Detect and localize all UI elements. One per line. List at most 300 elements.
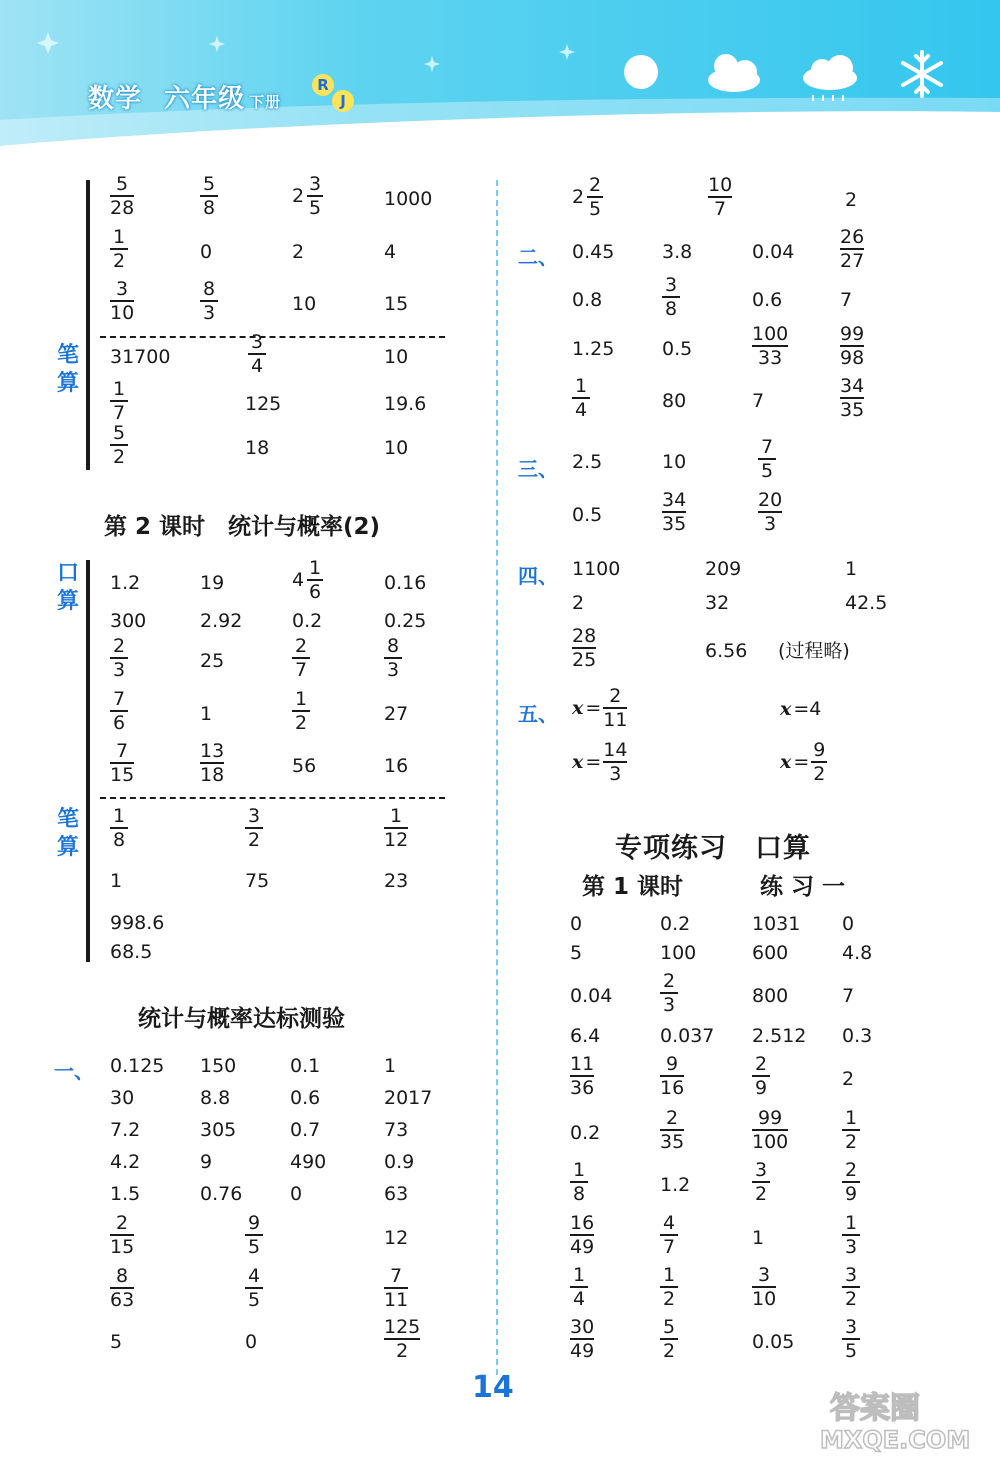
answer-value: 10: [662, 451, 687, 473]
fraction-answer: [384, 636, 402, 680]
answer-value: 2: [292, 241, 305, 263]
variable: x: [572, 750, 584, 773]
numerator: 28: [572, 625, 597, 647]
answer-value: 0.04: [752, 241, 795, 263]
denominator: 8: [572, 1182, 586, 1205]
numerator: 11: [570, 1053, 595, 1075]
answer-value: 7.2: [110, 1119, 141, 1141]
answer-value: 32: [705, 592, 730, 614]
answer-value: 800: [752, 985, 789, 1007]
denominator: 4: [250, 354, 264, 377]
answer-value: 15: [384, 293, 409, 315]
numerator: 1: [390, 805, 403, 827]
denominator: 3: [202, 301, 216, 324]
answer-value: 0.05: [752, 1331, 795, 1353]
answer-value: 0.6: [290, 1087, 321, 1109]
numerator: 5: [202, 173, 216, 195]
numerator: 2: [589, 174, 602, 196]
bracket-bar: [86, 180, 90, 470]
fraction-answer: [384, 806, 408, 850]
fraction-answer: [840, 227, 864, 271]
numerator: 7: [116, 740, 129, 762]
numerator: 3: [754, 1159, 768, 1181]
denominator: 5: [589, 197, 602, 220]
denominator: 5: [760, 459, 774, 482]
section-4-label: 四、: [518, 564, 558, 588]
fraction-answer: [752, 1265, 776, 1309]
section-1-label: 一、: [54, 1059, 94, 1083]
numerator: 5: [662, 1316, 676, 1338]
denominator: 3: [609, 762, 622, 785]
answer-value: 1100: [572, 558, 621, 580]
page-number: 14: [472, 1370, 514, 1405]
fraction-answer: [292, 636, 310, 680]
fraction-answer: [110, 227, 128, 271]
numerator: 1: [662, 1264, 676, 1286]
denominator: 100: [752, 1130, 789, 1153]
denominator: 4: [574, 398, 588, 421]
numerator: 30: [570, 1316, 595, 1338]
special-practice-title: 专项练习 口算: [615, 833, 811, 864]
fraction-answer: [200, 741, 224, 785]
svg-text:答案圈: 答案圈: [830, 1391, 920, 1426]
numerator: 9: [666, 1053, 679, 1075]
numerator: 9: [813, 739, 826, 761]
answer-value: 2.512: [752, 1025, 807, 1047]
denominator: 10: [110, 301, 135, 324]
answer-value: 4.2: [110, 1151, 141, 1173]
answer-value: 10: [384, 346, 409, 368]
answer-value: 7: [842, 985, 855, 1007]
answer-value: 150: [200, 1055, 237, 1077]
answer-value: 19.6: [384, 393, 427, 415]
numerator: 1: [112, 805, 126, 827]
fraction-answer: [752, 1054, 770, 1098]
answer-value: 0: [200, 241, 213, 263]
fraction-part: [307, 174, 323, 218]
fraction-answer: [840, 376, 864, 420]
fraction-answer: [842, 1160, 860, 1204]
fraction-answer: [842, 1213, 860, 1257]
denominator: 6: [112, 711, 126, 734]
denominator: 3: [764, 512, 777, 535]
numerator: 4: [662, 1212, 676, 1234]
mixed-number-answer: [292, 558, 323, 602]
fraction-answer: [752, 1160, 770, 1204]
numerator: 1: [572, 1264, 586, 1286]
answer-value: 0.6: [752, 289, 783, 311]
variable: x: [780, 698, 792, 720]
fraction-answer: [110, 741, 134, 785]
fraction-part: [587, 175, 603, 219]
denominator: 5: [247, 1235, 261, 1258]
answer-value: 100: [660, 942, 697, 964]
lesson-2-title: 第 2 课时 统计与概率(2): [104, 514, 381, 540]
fraction-answer: [570, 1213, 594, 1257]
answer-value: 1: [384, 1055, 397, 1077]
sun-icon: [624, 55, 658, 89]
answer-value: 490: [290, 1151, 327, 1173]
equals-sign: =: [585, 750, 602, 773]
subject-text: 数学: [88, 84, 143, 114]
denominator: 33: [758, 346, 783, 369]
numerator: 5: [112, 422, 126, 444]
grade-text: 六年级: [164, 84, 246, 114]
answer-value: 5: [570, 942, 583, 964]
answer-value: 16: [384, 755, 409, 777]
fraction-answer: [245, 1266, 263, 1310]
answer-value: 68.5: [110, 941, 153, 963]
answer-value: 0.3: [842, 1025, 873, 1047]
numerator: 99: [840, 323, 865, 345]
numerator: 3: [250, 331, 264, 353]
watermark-logo: [800, 1390, 995, 1454]
answer-value: 2: [842, 1068, 855, 1090]
numerator: 2: [844, 1159, 858, 1181]
numerator: 1: [294, 688, 308, 710]
whole-part: 2: [572, 185, 585, 208]
numerator: 3: [116, 278, 129, 300]
answer-value: 0.1: [290, 1055, 321, 1077]
numerator: 34: [840, 375, 865, 397]
answer-value: 3.8: [662, 241, 693, 263]
answer-value: 9: [200, 1151, 213, 1173]
denominator: 49: [570, 1235, 595, 1258]
equation-answer: [572, 686, 627, 730]
answer-value: 0.8: [572, 289, 603, 311]
numerator: 26: [840, 226, 865, 248]
denominator: 98: [840, 346, 865, 369]
answer-value: 1: [845, 558, 858, 580]
bisuan-label-2: 笔算: [56, 807, 79, 860]
equals-sign: =: [793, 750, 810, 773]
answer-value: 18: [245, 437, 270, 459]
answer-value: 1: [110, 870, 123, 892]
numerator: 2: [666, 1107, 679, 1129]
equation-answer: [780, 698, 821, 720]
fraction-answer: [110, 423, 128, 467]
fraction-answer: [200, 174, 218, 218]
denominator: 2: [662, 1339, 676, 1362]
fraction-answer: [660, 1317, 678, 1361]
answer-value: 1.25: [572, 338, 615, 360]
fraction-answer: [840, 324, 864, 368]
fraction-answer: [245, 806, 263, 850]
answer-value: 1: [752, 1227, 765, 1249]
denominator: 2: [396, 1339, 409, 1362]
dashed-separator-2: [100, 797, 445, 799]
badge-r: R: [312, 74, 334, 96]
fraction-answer: [842, 1265, 860, 1309]
denominator: 63: [110, 1288, 135, 1311]
bisuan-label: 笔算: [56, 343, 79, 396]
answer-value: 8.8: [200, 1087, 231, 1109]
denominator: 15: [110, 763, 135, 786]
denominator: 3: [112, 658, 126, 681]
answer-value: 1031: [752, 913, 801, 935]
fraction-answer: [110, 1213, 134, 1257]
denominator: 16: [660, 1076, 685, 1099]
numerator: 10: [708, 174, 733, 196]
fraction-answer: [842, 1317, 860, 1361]
numerator: 2: [294, 635, 308, 657]
denominator: 10: [752, 1287, 777, 1310]
numerator: 1: [112, 226, 126, 248]
svg-text:MXQE.COM: MXQE.COM: [820, 1426, 971, 1454]
numerator: 3: [844, 1316, 858, 1338]
numerator: 8: [116, 1265, 129, 1287]
answer-value: 7: [752, 390, 765, 412]
fraction-answer: [570, 1265, 588, 1309]
denominator: 7: [714, 197, 727, 220]
kousuan-label: 口算: [56, 561, 79, 614]
fraction-answer: [752, 1108, 788, 1152]
denominator: 9: [844, 1182, 858, 1205]
denominator: 8: [664, 297, 678, 320]
answer-value: 0.25: [384, 610, 427, 632]
edition-badge: [312, 72, 362, 114]
answer-value: 0: [290, 1183, 303, 1205]
fraction-answer: [200, 279, 218, 323]
answer-value: 0.04: [570, 985, 613, 1007]
denominator: 6: [309, 580, 322, 603]
denominator: 2: [844, 1130, 858, 1153]
answer-value: 209: [705, 558, 742, 580]
denominator: 35: [840, 398, 865, 421]
fraction-answer: [248, 332, 266, 376]
mixed-number-answer: [292, 174, 323, 218]
fraction-answer: [752, 324, 788, 368]
denominator: 28: [110, 196, 135, 219]
answer-value: 0.2: [570, 1122, 601, 1144]
answer-value: 12: [384, 1227, 409, 1249]
denominator: 3: [386, 658, 400, 681]
numerator: 2: [754, 1053, 768, 1075]
numerator: 99: [758, 1107, 783, 1129]
answer-value: 6.56: [705, 640, 748, 662]
denominator: 35: [662, 512, 687, 535]
denominator: 2: [112, 445, 126, 468]
numerator: 3: [844, 1264, 858, 1286]
denominator: 2: [294, 711, 308, 734]
answer-value: 19: [200, 572, 225, 594]
numerator: 7: [112, 688, 126, 710]
fraction-answer: [708, 175, 732, 219]
numerator: 7: [390, 1265, 403, 1287]
denominator: 8: [112, 828, 126, 851]
numerator: 125: [384, 1316, 421, 1338]
fraction-part: [811, 740, 827, 784]
equation-answer: [572, 740, 627, 784]
denominator: 11: [603, 708, 628, 731]
fraction-answer: [662, 490, 686, 534]
answer-value: 75: [245, 870, 270, 892]
numerator: 1: [574, 375, 588, 397]
denominator: 3: [662, 993, 676, 1016]
numerator: 13: [200, 740, 225, 762]
denominator: 7: [662, 1235, 676, 1258]
numerator: 1: [112, 378, 126, 400]
denominator: 4: [572, 1287, 586, 1310]
fraction-answer: [758, 437, 776, 481]
answer-value: 27: [384, 703, 409, 725]
denominator: 8: [202, 196, 216, 219]
denominator: 9: [754, 1076, 768, 1099]
fraction-answer: [572, 376, 590, 420]
variable: x: [572, 696, 584, 719]
answer-value: 1: [200, 703, 213, 725]
fraction-answer: [572, 626, 596, 670]
denominator: 2: [112, 249, 126, 272]
numerator: 3: [309, 173, 322, 195]
equals-sign: =: [585, 696, 602, 719]
answer-value: 2017: [384, 1087, 433, 1109]
bracket-bar-2: [86, 560, 90, 962]
answer-value: 0.7: [290, 1119, 321, 1141]
mixed-number-answer: [572, 175, 603, 219]
fraction-answer: [660, 971, 678, 1015]
answer-value: 6.4: [570, 1025, 601, 1047]
answer-value: 2.5: [572, 451, 603, 473]
answer-value: 600: [752, 942, 789, 964]
fraction-answer: [110, 689, 128, 733]
answer-value: 0.037: [660, 1025, 715, 1047]
answer-value: 5: [110, 1331, 123, 1353]
answer-value: 4.8: [842, 942, 873, 964]
answer-value: 0.5: [662, 338, 693, 360]
answer-value: 2: [572, 592, 585, 614]
answer-value: 2: [845, 189, 858, 211]
fraction-part: [603, 686, 627, 730]
numerator: 34: [662, 489, 687, 511]
whole-part: 4: [292, 568, 305, 591]
answer-value: 31700: [110, 346, 171, 368]
dashed-separator: [100, 336, 445, 338]
denominator: 2: [844, 1287, 858, 1310]
book-title: [88, 78, 281, 115]
fraction-answer: [110, 174, 134, 218]
volume-text: 下册: [249, 93, 282, 111]
denominator: 2: [813, 762, 826, 785]
denominator: 18: [200, 763, 225, 786]
section-3-label: 三、: [518, 457, 558, 481]
answer-value: (过程略): [778, 640, 850, 662]
numerator: 2: [112, 635, 126, 657]
fraction-answer: [660, 1265, 678, 1309]
answer-value: 0: [245, 1331, 258, 1353]
fraction-answer: [245, 1213, 263, 1257]
answer-value: 25: [200, 650, 225, 672]
numerator: 8: [202, 278, 216, 300]
denominator: 5: [309, 196, 322, 219]
denominator: 25: [572, 648, 597, 671]
denominator: 3: [844, 1235, 858, 1258]
answer-value: 0.125: [110, 1055, 165, 1077]
fraction-answer: [384, 1266, 408, 1310]
denominator: 7: [112, 401, 126, 424]
answer-value: 30: [110, 1087, 135, 1109]
fraction-answer: [110, 636, 128, 680]
fraction-answer: [660, 1054, 684, 1098]
column-divider: [496, 180, 498, 1375]
denominator: 35: [660, 1130, 685, 1153]
fraction-answer: [570, 1317, 594, 1361]
numerator: 16: [570, 1212, 595, 1234]
answer-value: 1.2: [660, 1174, 691, 1196]
fraction-answer: [660, 1213, 678, 1257]
denominator: 5: [247, 1288, 261, 1311]
denominator: 15: [110, 1235, 135, 1258]
answer-value: 0.5: [572, 504, 603, 526]
fraction-answer: [110, 379, 128, 423]
fraction-answer: [384, 1317, 420, 1361]
denominator: 11: [384, 1288, 409, 1311]
fraction-answer: [292, 689, 310, 733]
answer-value: 4: [809, 698, 822, 720]
numerator: 20: [758, 489, 783, 511]
special-lesson: 第 1 课时: [582, 874, 684, 900]
answer-value: 10: [384, 437, 409, 459]
numerator: 1: [309, 557, 322, 579]
numerator: 2: [662, 970, 676, 992]
denominator: 12: [384, 828, 409, 851]
numerator: 5: [116, 173, 129, 195]
fraction-answer: [110, 279, 134, 323]
fraction-answer: [842, 1108, 860, 1152]
answer-value: 300: [110, 610, 147, 632]
numerator: 3: [247, 805, 261, 827]
numerator: 4: [247, 1265, 261, 1287]
answer-value: 56: [292, 755, 317, 777]
denominator: 2: [662, 1287, 676, 1310]
answer-value: 0: [570, 913, 583, 935]
fraction-answer: [758, 490, 782, 534]
header-banner: [0, 0, 1000, 150]
section-5-label: 五、: [518, 702, 558, 726]
answer-value: 63: [384, 1183, 409, 1205]
answer-value: 1.5: [110, 1183, 141, 1205]
numerator: 1: [844, 1107, 858, 1129]
fraction-answer: [110, 1266, 134, 1310]
equals-sign: =: [793, 698, 810, 720]
numerator: 2: [609, 685, 622, 707]
denominator: 2: [247, 828, 261, 851]
fraction-answer: [662, 275, 680, 319]
denominator: 2: [754, 1182, 768, 1205]
answer-value: 0.2: [660, 913, 691, 935]
answer-value: 42.5: [845, 592, 888, 614]
fraction-answer: [660, 1108, 684, 1152]
answer-value: 80: [662, 390, 687, 412]
equation-answer: [780, 740, 827, 784]
answer-value: 7: [840, 289, 853, 311]
answer-value: 4: [384, 241, 397, 263]
answer-value: 0: [842, 913, 855, 935]
answer-value: 0.16: [384, 572, 427, 594]
section-2-label: 二、: [518, 245, 558, 269]
fraction-answer: [110, 806, 128, 850]
denominator: 49: [570, 1339, 595, 1362]
denominator: 5: [844, 1339, 858, 1362]
test-title: 统计与概率达标测验: [138, 1006, 345, 1032]
answer-value: 2.92: [200, 610, 243, 632]
answer-value: 125: [245, 393, 282, 415]
answer-value: 23: [384, 870, 409, 892]
numerator: 1: [844, 1212, 858, 1234]
fraction-answer: [570, 1054, 594, 1098]
numerator: 100: [752, 323, 789, 345]
fraction-part: [603, 740, 627, 784]
